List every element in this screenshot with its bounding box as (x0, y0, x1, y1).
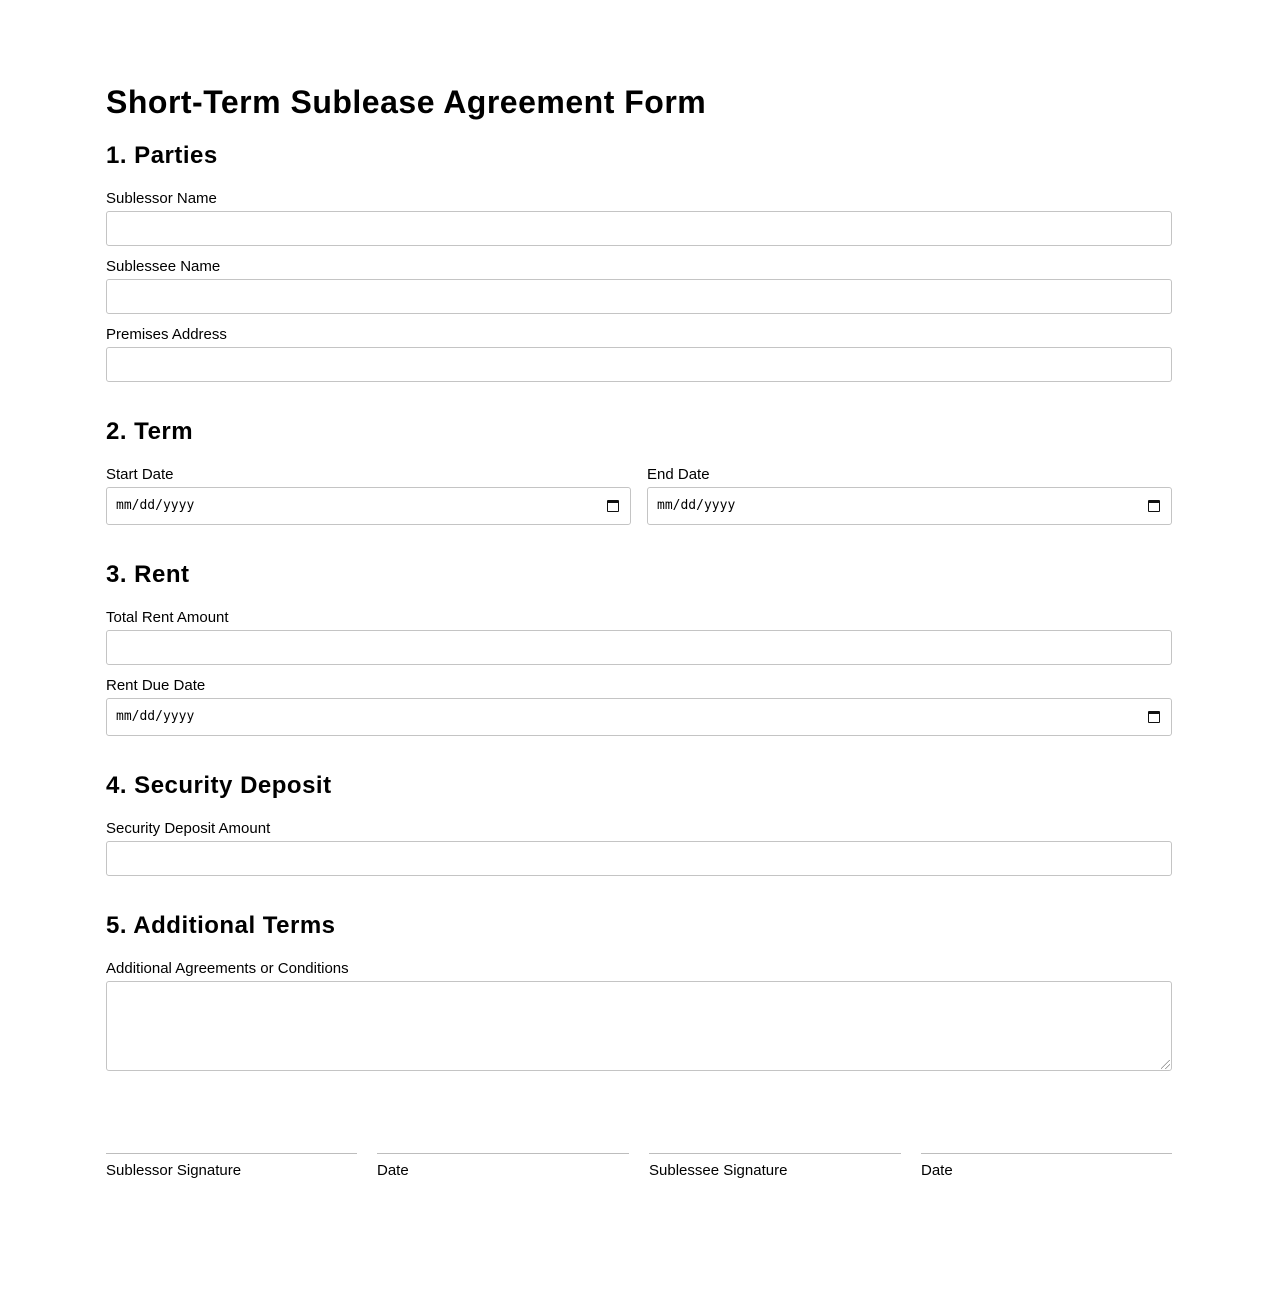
sublessee-date-line (921, 1153, 1172, 1154)
end-date-label: End Date (647, 466, 710, 483)
end-date-input[interactable] (647, 487, 1172, 525)
total-rent-label: Total Rent Amount (106, 609, 229, 626)
sublessor-signature-label: Sublessor Signature (106, 1162, 242, 1179)
sublessee-name-label: Sublessee Name (106, 258, 221, 275)
sublessee-name-input[interactable] (106, 279, 1172, 314)
total-rent-input[interactable] (106, 630, 1172, 665)
start-date-input[interactable] (106, 487, 631, 525)
sublessee-signature-label: Sublessee Signature (649, 1162, 788, 1179)
section-heading-additional-terms: 5. Additional Terms (106, 912, 336, 939)
calendar-icon[interactable] (1148, 711, 1160, 723)
sublessor-date-label: Date (377, 1162, 409, 1179)
start-date-placeholder: mm/dd/yyyy (116, 498, 195, 513)
sublessor-name-label: Sublessor Name (106, 190, 217, 207)
page-title: Short-Term Sublease Agreement Form (106, 84, 707, 120)
sublessor-name-input[interactable] (106, 211, 1172, 246)
section-heading-rent: 3. Rent (106, 561, 190, 588)
section-heading-security-deposit: 4. Security Deposit (106, 772, 332, 799)
premises-address-label: Premises Address (106, 326, 227, 343)
calendar-icon[interactable] (607, 500, 619, 512)
start-date-label: Start Date (106, 466, 174, 483)
rent-due-date-placeholder: mm/dd/yyyy (116, 709, 195, 724)
rent-due-date-label: Rent Due Date (106, 677, 206, 694)
premises-address-input[interactable] (106, 347, 1172, 382)
security-deposit-label: Security Deposit Amount (106, 820, 271, 837)
sublessee-signature-line (649, 1153, 901, 1154)
resize-grip-icon[interactable] (1161, 1060, 1170, 1069)
end-date-placeholder: mm/dd/yyyy (657, 498, 736, 513)
section-heading-term: 2. Term (106, 418, 194, 445)
security-deposit-input[interactable] (106, 841, 1172, 876)
calendar-icon[interactable] (1148, 500, 1160, 512)
sublessor-date-line (377, 1153, 629, 1154)
additional-conditions-label: Additional Agreements or Conditions (106, 960, 349, 977)
sublessor-signature-line (106, 1153, 357, 1154)
additional-conditions-textarea[interactable] (106, 981, 1172, 1071)
sublessee-date-label: Date (921, 1162, 953, 1179)
rent-due-date-input[interactable] (106, 698, 1172, 736)
section-heading-parties: 1. Parties (106, 142, 218, 169)
